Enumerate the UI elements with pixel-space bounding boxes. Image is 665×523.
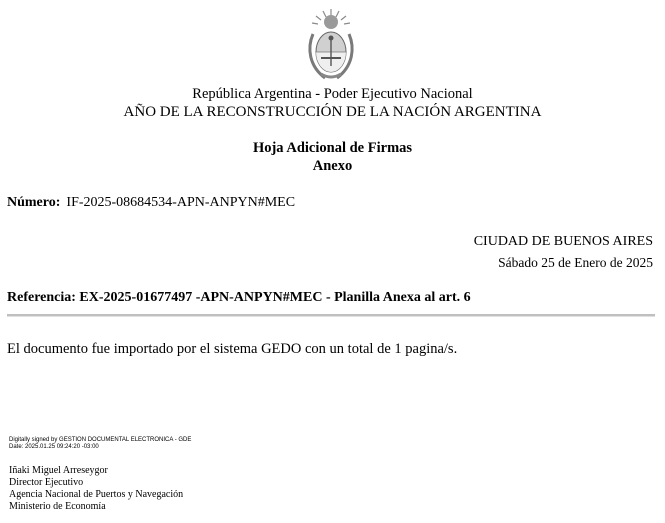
signer-ministry: Ministerio de Economía <box>9 501 106 512</box>
document-subtitle: Anexo <box>312 158 353 174</box>
signer-name: Iñaki Miguel Arreseygor <box>9 465 108 476</box>
signer-agency: Agencia Nacional de Puertos y Navegación <box>9 489 184 500</box>
divider <box>7 314 655 317</box>
header-year-motto: AÑO DE LA RECONSTRUCCIÓN DE LA NACIÓN ARGENTINA <box>123 104 542 120</box>
digital-signature-date: Date: 2025.01.25 09:24:20 -03:00 <box>9 444 99 450</box>
header-republic: República Argentina - Poder Ejecutivo Nacional <box>192 86 473 102</box>
digital-signature-line: Digitally signed by GESTION DOCUMENTAL ELECTRONICA - GDE <box>9 437 192 443</box>
document-reference: Referencia: EX-2025-01677497 -APN-ANPYN#MEC - Planilla Anexa al art. 6 <box>7 290 471 305</box>
document-date: Sábado 25 de Enero de 2025 <box>498 255 653 270</box>
argentina-coat-of-arms-icon <box>305 8 357 84</box>
document-number-value: IF-2025-08684534-APN-ANPYN#MEC <box>66 195 296 210</box>
signer-role: Director Ejecutivo <box>9 477 84 488</box>
digital-signature-block <box>9 437 191 451</box>
document-title: Hoja Adicional de Firmas <box>252 140 413 156</box>
document-number <box>7 195 295 211</box>
document-body: El documento fue importado por el sistema GEDO con un total de 1 pagina/s. <box>7 341 458 357</box>
document-city: CIUDAD DE BUENOS AIRES <box>473 234 653 249</box>
signer-block <box>9 465 183 513</box>
document-number-label: Número: <box>7 195 61 210</box>
